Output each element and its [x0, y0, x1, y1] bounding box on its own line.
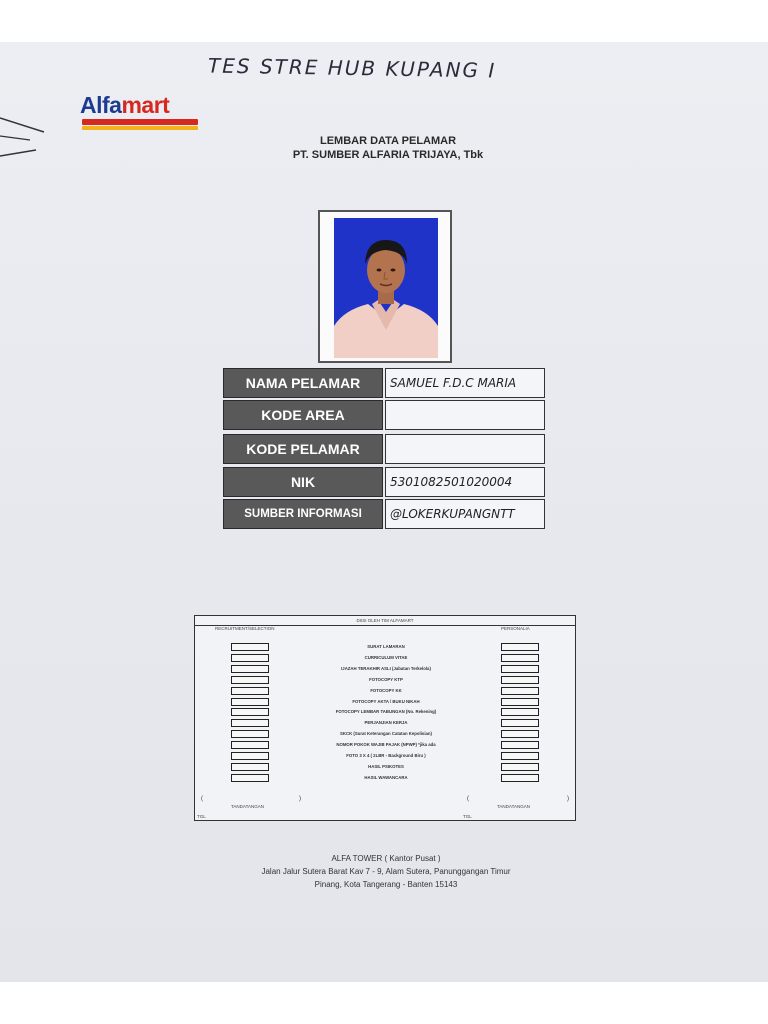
checklist-item-label: NOMOR POKOK WAJIB PAJAK (NPWP) *jika ada: [336, 742, 436, 748]
checklist-checkbox-right[interactable]: [501, 741, 539, 749]
checklist-checkbox-right[interactable]: [501, 687, 539, 695]
checklist-checkbox-left[interactable]: [231, 676, 269, 684]
checklist-right-column-title: PERSONALIA: [501, 626, 530, 631]
document-heading: [238, 134, 538, 162]
logo-mart-text: mart: [121, 92, 170, 118]
logo-yellow-stripe: [82, 126, 198, 130]
field-row-kode-area: [223, 400, 547, 430]
label-nik: NIK: [223, 467, 383, 497]
checklist-checkbox-left[interactable]: [231, 708, 269, 716]
checklist-checkbox-right[interactable]: [501, 643, 539, 651]
document-checklist: [194, 615, 576, 821]
checklist-left-column-title: RECRUITMENT/SELECTION: [215, 626, 275, 631]
checklist-checkbox-right[interactable]: [501, 665, 539, 673]
left-sign-paren-open: (: [201, 796, 203, 802]
checklist-checkbox-left[interactable]: [231, 763, 269, 771]
heading-company: PT. SUMBER ALFARIA TRIJAYA, Tbk: [292, 149, 484, 161]
checklist-item-label: IJAZAH TERAKHIR ASLI (Jabatan Terkelola): [341, 665, 431, 671]
checklist-header: DIISI OLEH TIM ALFAMART: [195, 616, 575, 626]
field-row-nik: [223, 467, 547, 497]
checklist-checkbox-right[interactable]: [501, 719, 539, 727]
checklist-checkbox-left[interactable]: [231, 730, 269, 738]
field-row-sumber-informasi: [223, 499, 547, 529]
value-nama-pelamar[interactable]: SAMUEL F.D.C MARIA: [385, 368, 545, 398]
right-sign-paren-close: ): [567, 796, 569, 802]
checklist-checkbox-left[interactable]: [231, 719, 269, 727]
label-kode-area: KODE AREA: [223, 400, 383, 430]
checklist-checkbox-right[interactable]: [501, 752, 539, 760]
address-line-3: Pinang, Kota Tangerang - Banten 15143: [314, 880, 458, 889]
value-kode-pelamar[interactable]: [385, 434, 545, 464]
field-row-kode-pelamar: [223, 434, 547, 464]
address-line-2: Jalan Jalur Sutera Barat Kav 7 - 9, Alam Sutera, Panunggangan Timur: [261, 867, 511, 876]
left-sign-paren-close: ): [299, 796, 301, 802]
field-row-nama: [223, 368, 547, 398]
label-kode-pelamar: KODE PELAMAR: [223, 434, 383, 464]
checklist-item-label: FOTOCOPY KTP: [369, 676, 403, 682]
office-address: [228, 852, 544, 891]
checklist-checkbox-left[interactable]: [231, 752, 269, 760]
alfamart-logo: [80, 92, 200, 134]
checklist-checkbox-right[interactable]: [501, 708, 539, 716]
address-line-1: ALFA TOWER ( Kantor Pusat ): [331, 854, 441, 863]
logo-red-stripe: [82, 119, 198, 125]
checklist-checkbox-right[interactable]: [501, 774, 539, 782]
checklist-item-label: FOTOCOPY AKTA / BUKU NIKAH: [352, 698, 420, 704]
handwritten-note: TES STRE HUB KUPANG I: [207, 53, 497, 83]
checklist-item-label: FOTOCOPY KK: [370, 687, 402, 693]
checklist-item-label: HASIL PSIKOTES: [368, 763, 404, 769]
checklist-checkbox-left[interactable]: [231, 698, 269, 706]
checklist-item-label: FOTOCOPY LEMBAR TABUNGAN (No. Rekening): [335, 709, 437, 715]
applicant-photo-frame: [318, 210, 452, 363]
checklist-checkbox-left[interactable]: [231, 643, 269, 651]
left-signature-label: TANDATANGAN: [231, 804, 265, 809]
value-kode-area[interactable]: [385, 400, 545, 430]
left-date-label: TGL: [197, 814, 206, 819]
checklist-checkbox-right[interactable]: [501, 654, 539, 662]
checklist-checkbox-left[interactable]: [231, 741, 269, 749]
checklist-item-label: HASIL WAWANCARA: [364, 774, 408, 780]
checklist-checkbox-left[interactable]: [231, 774, 269, 782]
checklist-item-label: SURAT LAMARAN: [367, 644, 405, 649]
label-sumber-informasi: SUMBER INFORMASI: [223, 499, 383, 529]
checklist-item-label: SKCK (Surat Keterangan Catatan Kepolisian): [340, 731, 432, 737]
value-sumber-informasi[interactable]: @LOKERKUPANGNTT: [385, 499, 545, 529]
value-nik[interactable]: 5301082501020004: [385, 467, 545, 497]
checklist-item-label: FOTO 3 X 4 ( 2LBR - Background Biru ): [346, 753, 426, 758]
checklist-checkbox-right[interactable]: [501, 676, 539, 684]
checklist-item-label: CURRICULUM VITAE: [364, 654, 408, 660]
checklist-item-label: PERJANJIAN KERJA: [364, 720, 408, 726]
pen-scribble: [0, 112, 50, 172]
right-sign-paren-open: (: [467, 796, 469, 802]
checklist-checkbox-right[interactable]: [501, 730, 539, 738]
right-signature-label: TANDATANGAN: [497, 804, 531, 809]
checklist-checkbox-left[interactable]: [231, 654, 269, 662]
checklist-checkbox-left[interactable]: [231, 665, 269, 673]
label-nama-pelamar: NAMA PELAMAR: [223, 368, 383, 398]
applicant-photo: [334, 218, 438, 358]
checklist-checkbox-right[interactable]: [501, 763, 539, 771]
heading-title: LEMBAR DATA PELAMAR: [319, 135, 457, 147]
logo-alfa-text: Alfa: [80, 92, 122, 118]
right-date-label: TGL: [463, 814, 472, 819]
checklist-checkbox-left[interactable]: [231, 687, 269, 695]
checklist-checkbox-right[interactable]: [501, 698, 539, 706]
